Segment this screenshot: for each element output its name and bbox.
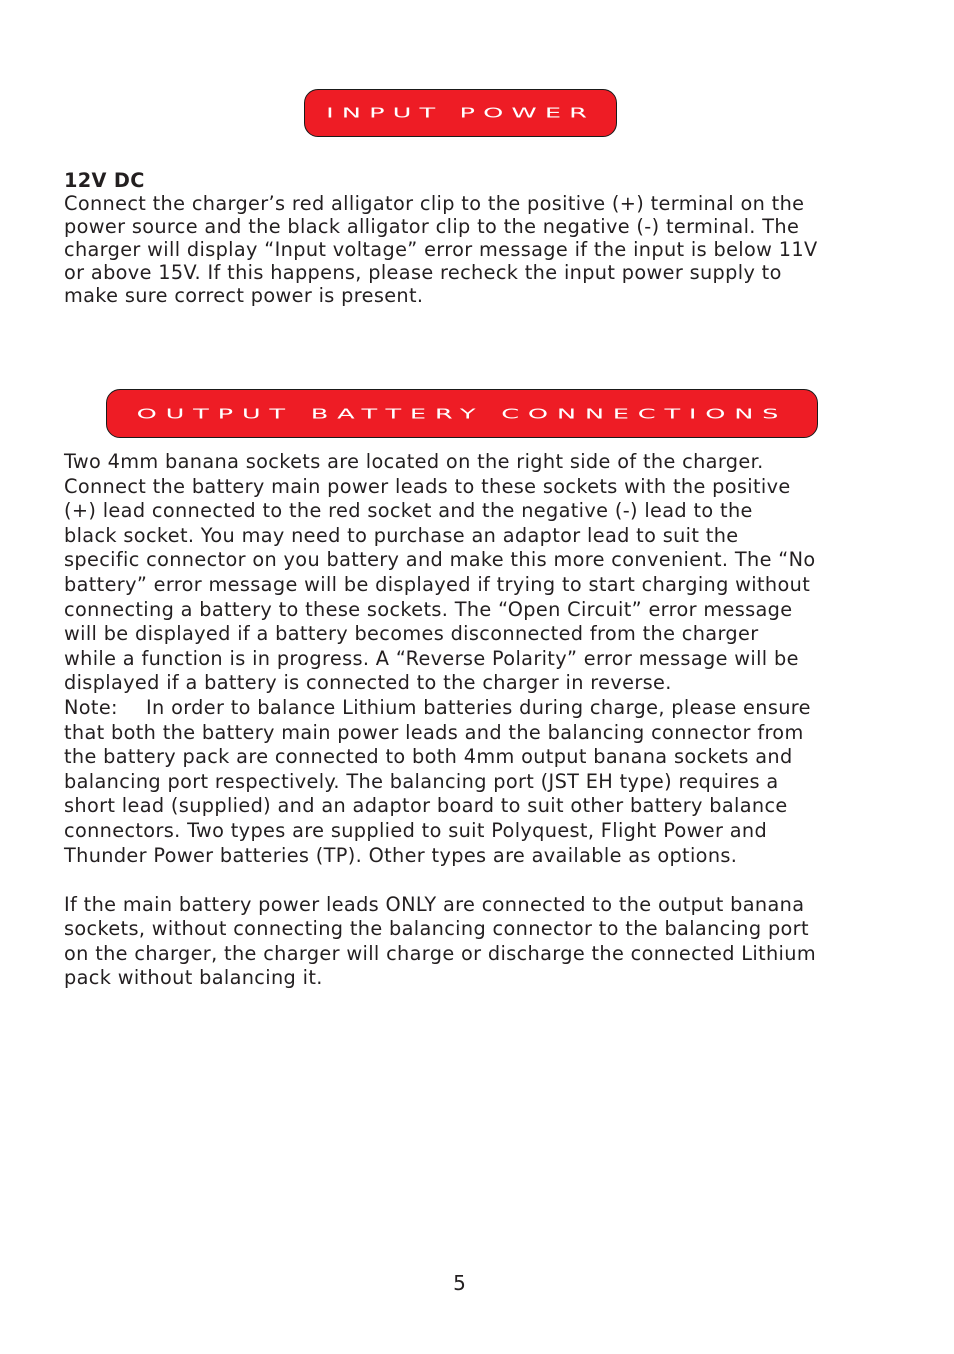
- final-paragraph-line: on the charger, the charger will charge or discharge the connected Lithium: [64, 941, 816, 965]
- note-line: balancing port respectively. The balancing port (JST EH type) requires a: [64, 769, 779, 793]
- note-line: the battery pack are connected to both 4mm output banana sockets and: [64, 745, 793, 769]
- paragraph-line: power source and the black alligator clip to the negative (-) terminal. The: [64, 214, 800, 238]
- input-voltage-heading: 12V DC: [64, 169, 145, 192]
- paragraph-line: Connect the charger’s red alligator clip to the positive (+) terminal on the: [64, 191, 805, 215]
- note-line: Thunder Power batteries (TP). Other types are available as options.: [64, 843, 738, 867]
- final-paragraph-line: If the main battery power leads ONLY are connected to the output banana: [64, 892, 805, 916]
- output-connections-section: [64, 450, 864, 991]
- paragraph-line: Connect the battery main power leads to these sockets with the positive: [64, 474, 791, 498]
- paragraph-line: charger will display “Input voltage” error message if the input is below 11V: [64, 237, 818, 261]
- note-line: that both the battery main power leads and the balancing connector from: [64, 720, 804, 744]
- paragraph-line: make sure correct power is present.: [64, 283, 424, 307]
- paragraph-line: Two 4mm banana sockets are located on the right side of the charger.: [64, 450, 764, 473]
- paragraph-line: (+) lead connected to the red socket and the negative (-) lead to the: [64, 499, 753, 523]
- paragraph-line: displayed if a battery is connected to the charger in reverse.: [64, 671, 672, 695]
- paragraph-line: specific connector on you battery and make this more convenient. The “No: [64, 548, 816, 572]
- paragraph-line: battery” error message will be displayed if trying to start charging without: [64, 572, 811, 596]
- paragraph-line: black socket. You may need to purchase an adaptor lead to suit the: [64, 523, 739, 547]
- paragraph-line: while a function is in progress. A “Reverse Polarity” error message will be: [64, 646, 799, 670]
- input-power-section: [64, 170, 864, 307]
- page-number: 5: [453, 1271, 466, 1295]
- input-power-title: INPUT POWER: [326, 105, 595, 121]
- paragraph-gap: [64, 868, 864, 893]
- paragraph-line: connecting a battery to these sockets. The “Open Circuit” error message: [64, 597, 793, 621]
- output-battery-connections-banner: [106, 389, 818, 438]
- note-line: short lead (supplied) and an adaptor board to suit other battery balance: [64, 794, 788, 818]
- final-paragraph-line: sockets, without connecting the balancing connector to the balancing port: [64, 917, 809, 941]
- output-battery-connections-title: OUTPUT BATTERY CONNECTIONS: [136, 405, 788, 422]
- paragraph-line: or above 15V. If this happens, please recheck the input power supply to: [64, 260, 782, 284]
- note-text: In order to balance Lithium batteries during charge, please ensure: [146, 695, 811, 719]
- final-paragraph-line: pack without balancing it.: [64, 966, 323, 990]
- note-line: connectors. Two types are supplied to suit Polyquest, Flight Power and: [64, 818, 768, 842]
- paragraph-line: will be displayed if a battery becomes disconnected from the charger: [64, 622, 759, 646]
- input-power-banner: [304, 89, 617, 137]
- note-first-line: [64, 696, 864, 721]
- note-label: Note:: [64, 695, 118, 719]
